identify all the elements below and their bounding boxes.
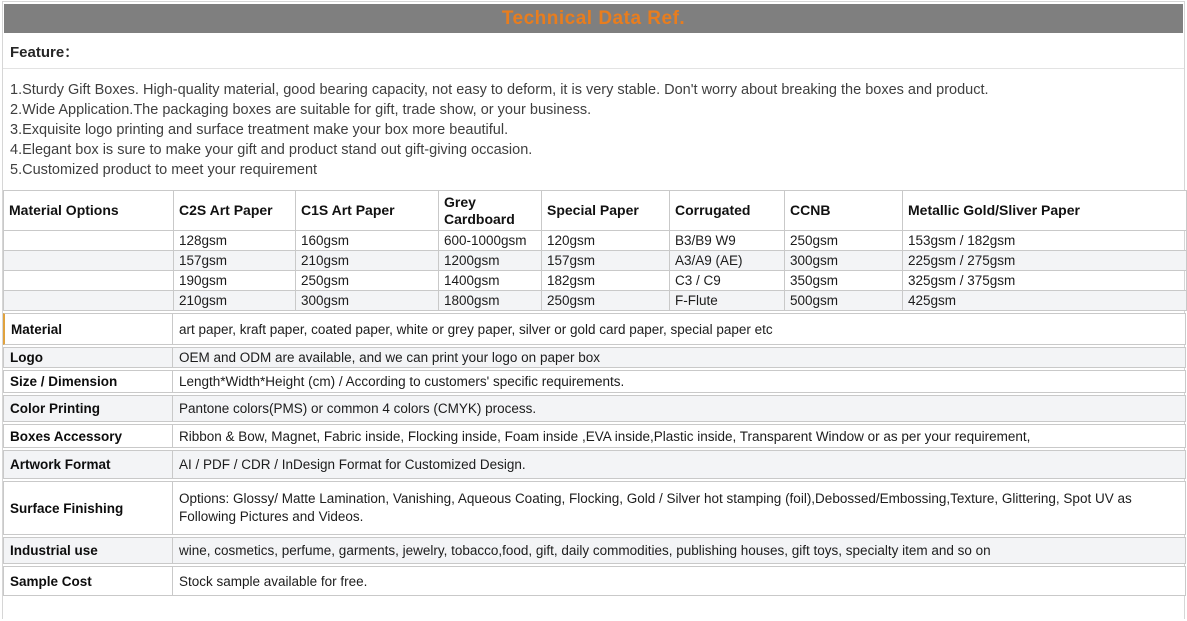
table-row [4,251,1187,271]
table-cell: 250gsm [542,291,670,311]
spec-row-color-printing [3,395,1186,422]
column-header: Material Options [4,191,174,231]
column-header: CCNB [785,191,903,231]
table-cell: 325gsm / 375gsm [903,271,1187,291]
table-cell: 250gsm [785,231,903,251]
spec-value: wine, cosmetics, perfume, garments, jewelry, tobacco,food, gift, daily commodities, publishing houses, gift toys, specialty item and so on [173,537,1186,564]
table-cell: 120gsm [542,231,670,251]
spec-row-industrial-use [3,537,1186,564]
materials-table [3,190,1187,311]
spec-value: Length*Width*Height (cm) / According to customers' specific requirements. [173,370,1186,393]
table-cell: 157gsm [174,251,296,271]
table-cell: F-Flute [670,291,785,311]
table-cell: 250gsm [296,271,439,291]
table-cell: 225gsm / 275gsm [903,251,1187,271]
feature-item: 5.Customized product to meet your requirement [10,162,318,178]
feature-list [3,69,1184,187]
table-cell [4,271,174,291]
spec-row-artwork-format [3,450,1186,479]
spec-label: Industrial use [3,537,173,564]
table-cell: 425gsm [903,291,1187,311]
table-cell: 157gsm [542,251,670,271]
column-header: Special Paper [542,191,670,231]
spec-row-boxes-accessory [3,424,1186,448]
spec-label: Boxes Accessory [3,424,173,448]
table-cell: 300gsm [296,291,439,311]
spec-value [173,481,1186,535]
spec-row-sample-cost [3,566,1186,596]
column-header: C1S Art Paper [296,191,439,231]
table-cell: C3 / C9 [670,271,785,291]
table-cell: 210gsm [296,251,439,271]
table-cell: 160gsm [296,231,439,251]
table-cell [4,231,174,251]
specs-table [3,311,1186,598]
table-cell: 1200gsm [439,251,542,271]
table-cell: A3/A9 (AE) [670,251,785,271]
spec-label: Logo [3,347,173,368]
table-row [4,291,1187,311]
table-cell: 500gsm [785,291,903,311]
table-row [4,271,1187,291]
feature-item: 3.Exquisite logo printing and surface treatment make your box more beautiful. [10,122,509,138]
table-cell: 210gsm [174,291,296,311]
feature-item: 1.Sturdy Gift Boxes. High-quality material, good bearing capacity, not easy to deform, it is very stable. Don't worry about breaking the boxes and product. [10,82,989,98]
table-cell: 128gsm [174,231,296,251]
feature-item: 2.Wide Application.The packaging boxes are suitable for gift, trade show, or your business. [10,102,592,118]
table-cell [4,291,174,311]
page-title: Technical Data Ref. [501,7,686,29]
spec-row-material [3,313,1186,345]
table-cell: 300gsm [785,251,903,271]
feature-heading-label: Feature： [10,44,80,61]
section-title-bar [4,4,1183,33]
spec-value-text: Options: Glossy/ Matte Lamination, Vanishing, Aqueous Coating, Flocking, Gold / Silver hot stamping (foil),Debossed/Embossing,Texture, Glittering, Spot UV as Following Pictures and Videos. [179,491,1132,524]
spec-value: OEM and ODM are available, and we can print your logo on paper box [173,347,1186,368]
spec-row-surface-finishing [3,481,1186,535]
table-cell: 182gsm [542,271,670,291]
spec-label: Surface Finishing [3,481,173,535]
feature-heading [3,33,1184,69]
spec-label: Artwork Format [3,450,173,479]
table-cell: 1800gsm [439,291,542,311]
spec-value: AI / PDF / CDR / InDesign Format for Customized Design. [173,450,1186,479]
column-header: Grey Cardboard [439,191,542,231]
spec-label: Material [3,313,173,345]
column-header: C2S Art Paper [174,191,296,231]
page [2,1,1185,619]
spec-value: Ribbon & Bow, Magnet, Fabric inside, Flocking inside, Foam inside ,EVA inside,Plastic inside, Transparent Window or as per your requirement, [173,424,1186,448]
spec-row-size-dimension [3,370,1186,393]
spec-row-logo [3,347,1186,368]
table-cell: 1400gsm [439,271,542,291]
column-header: Metallic Gold/Sliver Paper [903,191,1187,231]
column-header: Corrugated [670,191,785,231]
table-cell: 600-1000gsm [439,231,542,251]
feature-item: 4.Elegant box is sure to make your gift and product stand out gift-giving occasion. [10,142,533,158]
spec-value: Stock sample available for free. [173,566,1186,596]
table-row [4,231,1187,251]
table-cell: B3/B9 W9 [670,231,785,251]
spec-value: Pantone colors(PMS) or common 4 colors (CMYK) process. [173,395,1186,422]
materials-header-row [4,191,1187,231]
spec-value: art paper, kraft paper, coated paper, white or grey paper, silver or gold card paper, special paper etc [173,313,1186,345]
table-cell: 153gsm / 182gsm [903,231,1187,251]
spec-label: Size / Dimension [3,370,173,393]
table-cell: 190gsm [174,271,296,291]
spec-label: Sample Cost [3,566,173,596]
spec-label: Color Printing [3,395,173,422]
table-cell [4,251,174,271]
table-cell: 350gsm [785,271,903,291]
